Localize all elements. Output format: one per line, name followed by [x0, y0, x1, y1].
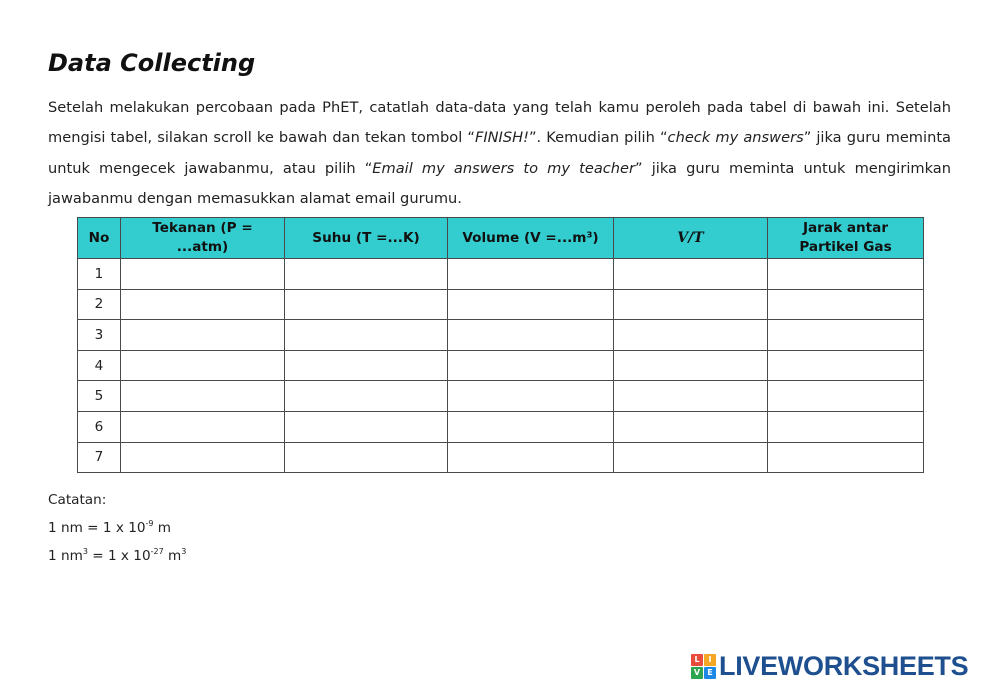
note-exponent: -27 [150, 547, 164, 556]
table-row [78, 289, 924, 320]
answer-cell-volume[interactable] [448, 350, 614, 381]
answer-cell-temperature[interactable] [285, 411, 448, 442]
answer-cell-temperature[interactable] [285, 289, 448, 320]
note-text: m [163, 548, 182, 564]
answer-cell-temperature[interactable] [285, 442, 448, 473]
answer-cell-particle-distance[interactable] [768, 442, 924, 473]
answer-cell-temperature[interactable] [285, 350, 448, 381]
table-row [78, 442, 924, 473]
table-row [78, 320, 924, 351]
notes-heading: Catatan: [48, 492, 107, 508]
answer-cell-temperature[interactable] [285, 320, 448, 351]
notes [48, 489, 186, 568]
logo-tile: V [691, 667, 703, 679]
logo-tile: L [691, 654, 703, 666]
live-grid-icon [691, 654, 716, 679]
answer-cell-particle-distance[interactable] [768, 381, 924, 412]
note-text: m [153, 520, 172, 536]
note-line-nm3 [48, 540, 186, 568]
brand-name: LIVEWORKSHEETS [719, 650, 969, 681]
email-answers-term: Email my answers to my teacher [372, 159, 636, 177]
check-answers-term: check my answers [667, 129, 804, 147]
answer-cell-temperature[interactable] [285, 259, 448, 290]
answer-cell-v-over-t[interactable] [614, 289, 768, 320]
table-header-row [78, 218, 924, 259]
answer-cell-pressure[interactable] [121, 320, 285, 351]
answer-cell-volume[interactable] [448, 259, 614, 290]
answer-cell-particle-distance[interactable] [768, 350, 924, 381]
note-line-nm [48, 512, 186, 540]
row-number: 2 [78, 289, 121, 320]
note-text: 1 nm = 1 x 10 [48, 520, 146, 536]
column-header-v-over-t: V/T [614, 218, 768, 259]
answer-cell-volume[interactable] [448, 442, 614, 473]
answer-cell-volume[interactable] [448, 411, 614, 442]
column-header-volume: Volume (V =...m³) [448, 218, 614, 259]
row-number: 1 [78, 259, 121, 290]
finish-term: FINISH! [474, 129, 529, 147]
instructions-text: ” jika guru meminta untuk mengecek jawabanmu, atau pilih “ [48, 129, 951, 177]
answer-cell-pressure[interactable] [121, 381, 285, 412]
answer-cell-volume[interactable] [448, 381, 614, 412]
note-text: 1 nm [48, 548, 83, 564]
data-table [77, 217, 924, 473]
column-header-particle-distance: Jarak antar Partikel Gas [768, 218, 924, 259]
table-row [78, 381, 924, 412]
liveworksheets-logo [691, 650, 968, 682]
answer-cell-particle-distance[interactable] [768, 289, 924, 320]
answer-cell-particle-distance[interactable] [768, 320, 924, 351]
row-number: 7 [78, 442, 121, 473]
answer-cell-pressure[interactable] [121, 289, 285, 320]
answer-cell-v-over-t[interactable] [614, 381, 768, 412]
column-header-no: No [78, 218, 121, 259]
row-number: 3 [78, 320, 121, 351]
answer-cell-v-over-t[interactable] [614, 350, 768, 381]
note-text: = 1 x 10 [87, 548, 151, 564]
answer-cell-v-over-t[interactable] [614, 411, 768, 442]
row-number: 4 [78, 350, 121, 381]
answer-cell-pressure[interactable] [121, 442, 285, 473]
logo-tile: I [704, 654, 716, 666]
answer-cell-volume[interactable] [448, 289, 614, 320]
table-row [78, 350, 924, 381]
note-exponent: -9 [145, 519, 154, 528]
page-title: Data Collecting [48, 49, 256, 77]
logo-tile: E [704, 667, 716, 679]
answer-cell-temperature[interactable] [285, 381, 448, 412]
answer-cell-particle-distance[interactable] [768, 411, 924, 442]
answer-cell-v-over-t[interactable] [614, 320, 768, 351]
instructions-text: Setelah melakukan percobaan pada PhET, catatlah data-data yang telah kamu peroleh pada tabel di bawah ini. Setelah mengisi tabel, silakan scroll ke bawah dan tekan tombol “ [48, 99, 951, 147]
answer-cell-v-over-t[interactable] [614, 259, 768, 290]
table-row [78, 259, 924, 290]
answer-cell-particle-distance[interactable] [768, 259, 924, 290]
answer-cell-pressure[interactable] [121, 259, 285, 290]
column-header-pressure: Tekanan (P = ...atm) [121, 218, 285, 259]
answer-cell-pressure[interactable] [121, 411, 285, 442]
instructions-text: ”. Kemudian pilih “ [528, 129, 668, 147]
instructions-text: ” jika guru meminta untuk mengirimkan jawabanmu dengan memasukkan alamat email gurumu. [48, 159, 951, 207]
note-exponent: 3 [181, 547, 187, 556]
row-number: 5 [78, 381, 121, 412]
answer-cell-pressure[interactable] [121, 350, 285, 381]
row-number: 6 [78, 411, 121, 442]
answer-cell-v-over-t[interactable] [614, 442, 768, 473]
answer-cell-volume[interactable] [448, 320, 614, 351]
column-header-temperature: Suhu (T =...K) [285, 218, 448, 259]
table-row [78, 411, 924, 442]
instructions-paragraph [48, 93, 951, 214]
note-exponent: 3 [82, 547, 88, 556]
